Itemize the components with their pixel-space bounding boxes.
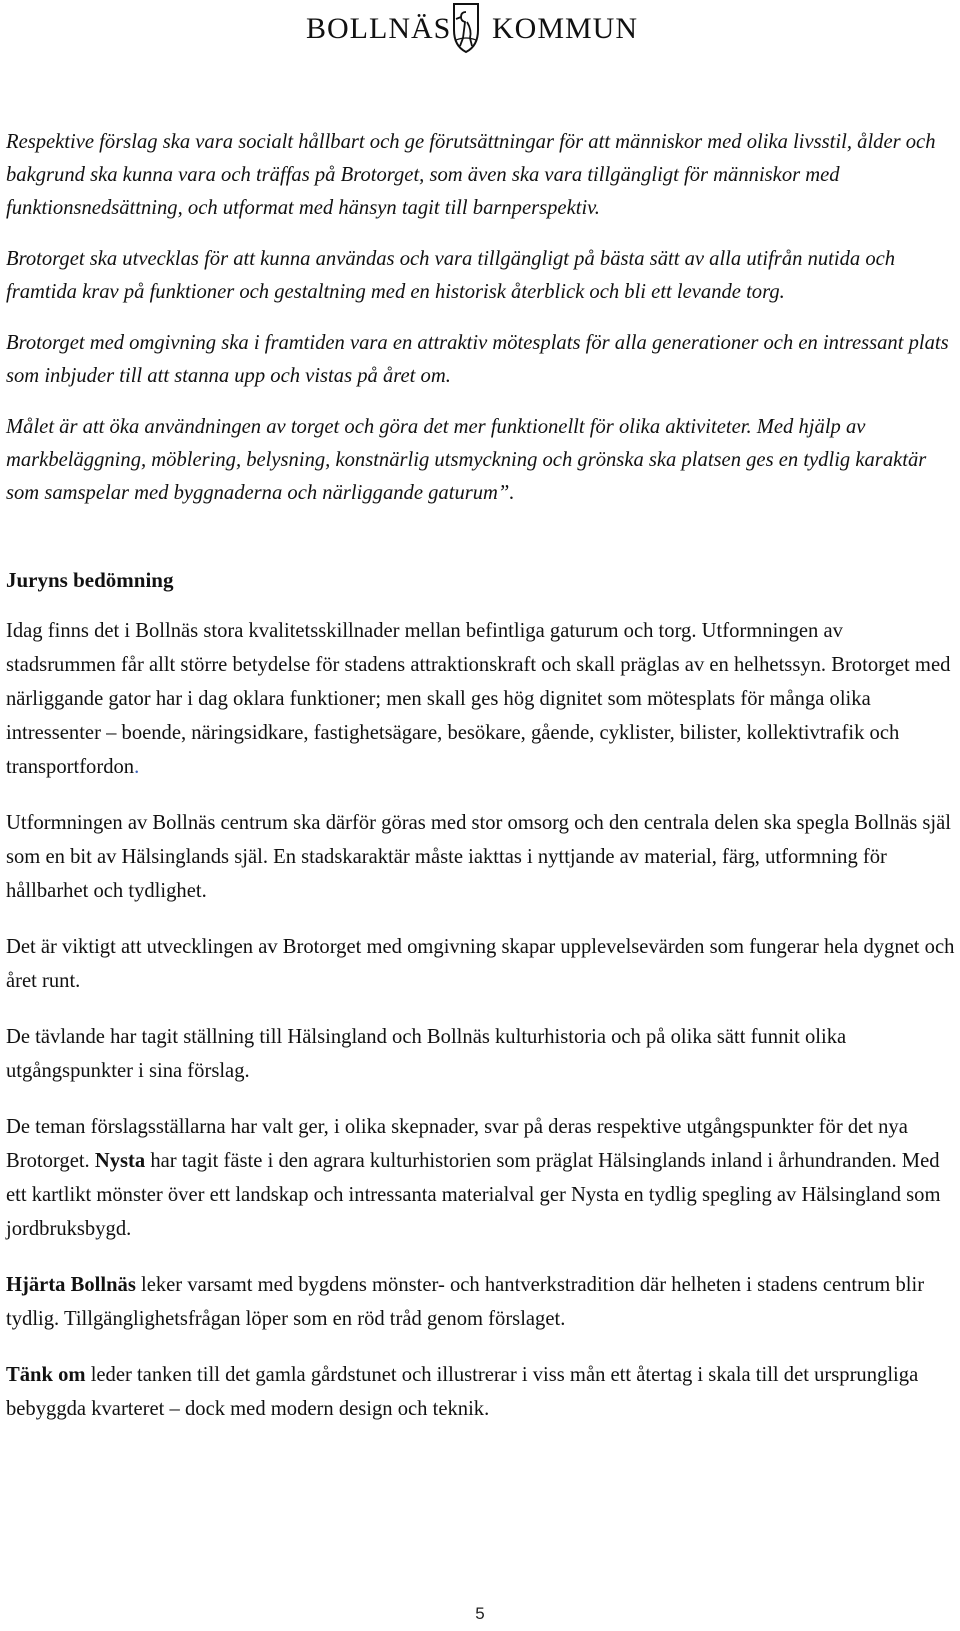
- document-body: [6, 126, 956, 1448]
- intro-paragraph-2: Brotorget ska utvecklas för att kunna användas och vara tillgängligt på bästa sätt av alla utifrån nutida och framtida krav på funktioner och gestaltning med en historisk återblick och bli ett levande torg.: [6, 248, 896, 303]
- jury-paragraph-5-end: har tagit fäste i den agrara kulturhistorien som präglat Hälsinglands inland i århundranden. Med ett kartlikt mönster över ett landskap och intressanta materialval ger Nysta en tydlig spegling av Hälsingland som jordbruksbygd.: [6, 1150, 941, 1240]
- jury-paragraph-5: [6, 1110, 956, 1246]
- jury-paragraph-7-text: leder tanken till det gamla gårdstunet och illustrerar i viss mån ett återtag i skala till det ursprungliga bebyggda kvarteret – dock med modern design och teknik.: [6, 1364, 919, 1420]
- jury-paragraph-6: [6, 1268, 956, 1336]
- jury-paragraph-5-start: De teman förslagsställarna har valt ger, i olika skepnader, svar på deras respektive utgångspunkter för det nya Brotorget.: [6, 1116, 908, 1172]
- jury-paragraph-1-end: .: [134, 756, 140, 778]
- jury-paragraph-3: Det är viktigt att utvecklingen av Brotorget med omgivning skapar upplevelsevärden som fungerar hela dygnet och året runt.: [6, 936, 955, 992]
- bollnas-kommun-logo: [306, 0, 656, 56]
- crane-emblem-icon: [454, 4, 478, 52]
- intro-paragraph-3: Brotorget med omgivning ska i framtiden vara en attraktiv mötesplats för alla generationer och en intressant plats som inbjuder till att stanna upp och vistas på året om.: [6, 332, 949, 387]
- page-header: [0, 0, 960, 60]
- intro-paragraph-4: Målet är att öka användningen av torget och göra det mer funktionellt för olika aktiviteter. Med hjälp av markbeläggning, möblering, belysning, konstnärlig utsmyckning och grönska ska platsen ges en tydlig karaktär som samspelar med byggnaderna och närliggande gaturum”.: [6, 416, 927, 504]
- jury-paragraph-2: Utformningen av Bollnäs centrum ska därför göras med stor omsorg och den centrala delen ska spegla Bollnäs själ som en bit av Hälsinglands själ. En stadskaraktär måste iakttas i nyttjande av material, färg, utformning för hållbarhet och tydlighet.: [6, 812, 951, 902]
- jury-paragraph-1-text: Idag finns det i Bollnäs stora kvalitetsskillnader mellan befintliga gaturum och torg. Utformningen av stadsrummen får allt större betydelse för stadens attraktionskraft och skall präglas av en helhetssyn. Brotorget med närliggande gator har i dag oklara funktioner; men skall ges hög dignitet som mötesplats för många olika intressenter – boende, näringsidkare, fastighetsägare, besökare, gående, cyklister, bilister, kollektivtrafik och transportfordon: [6, 620, 951, 778]
- proposal-name-hjarta-bollnas: Hjärta Bollnäs: [6, 1274, 136, 1296]
- logo-text-left: BOLLNÄS: [306, 12, 452, 45]
- jury-paragraph-4: De tävlande har tagit ställning till Hälsingland och Bollnäs kulturhistoria och på olika sätt funnit olika utgångspunkter i sina förslag.: [6, 1026, 847, 1082]
- intro-paragraph-1: Respektive förslag ska vara socialt hållbart och ge förutsättningar för att människor med olika livsstil, ålder och bakgrund ska kunna vara och träffas på Brotorget, som även ska vara tillgängligt för människor med funktionsnedsättning, och utformat med hänsyn tagit till barnperspektiv.: [6, 131, 936, 219]
- jury-paragraph-1: [6, 614, 956, 784]
- page-number: 5: [475, 1604, 485, 1623]
- section-heading: Juryns bedömning: [6, 568, 174, 592]
- jury-paragraph-7: [6, 1358, 956, 1426]
- proposal-name-nysta: Nysta: [94, 1150, 146, 1172]
- jury-paragraph-6-text: leker varsamt med bygdens mönster- och hantverkstradition där helheten i stadens centrum blir tydlig. Tillgänglighetsfrågan löper som en röd tråd genom förslaget.: [6, 1274, 925, 1330]
- proposal-name-tank-om: Tänk om: [6, 1364, 86, 1386]
- logo-text-right: KOMMUN: [492, 12, 639, 45]
